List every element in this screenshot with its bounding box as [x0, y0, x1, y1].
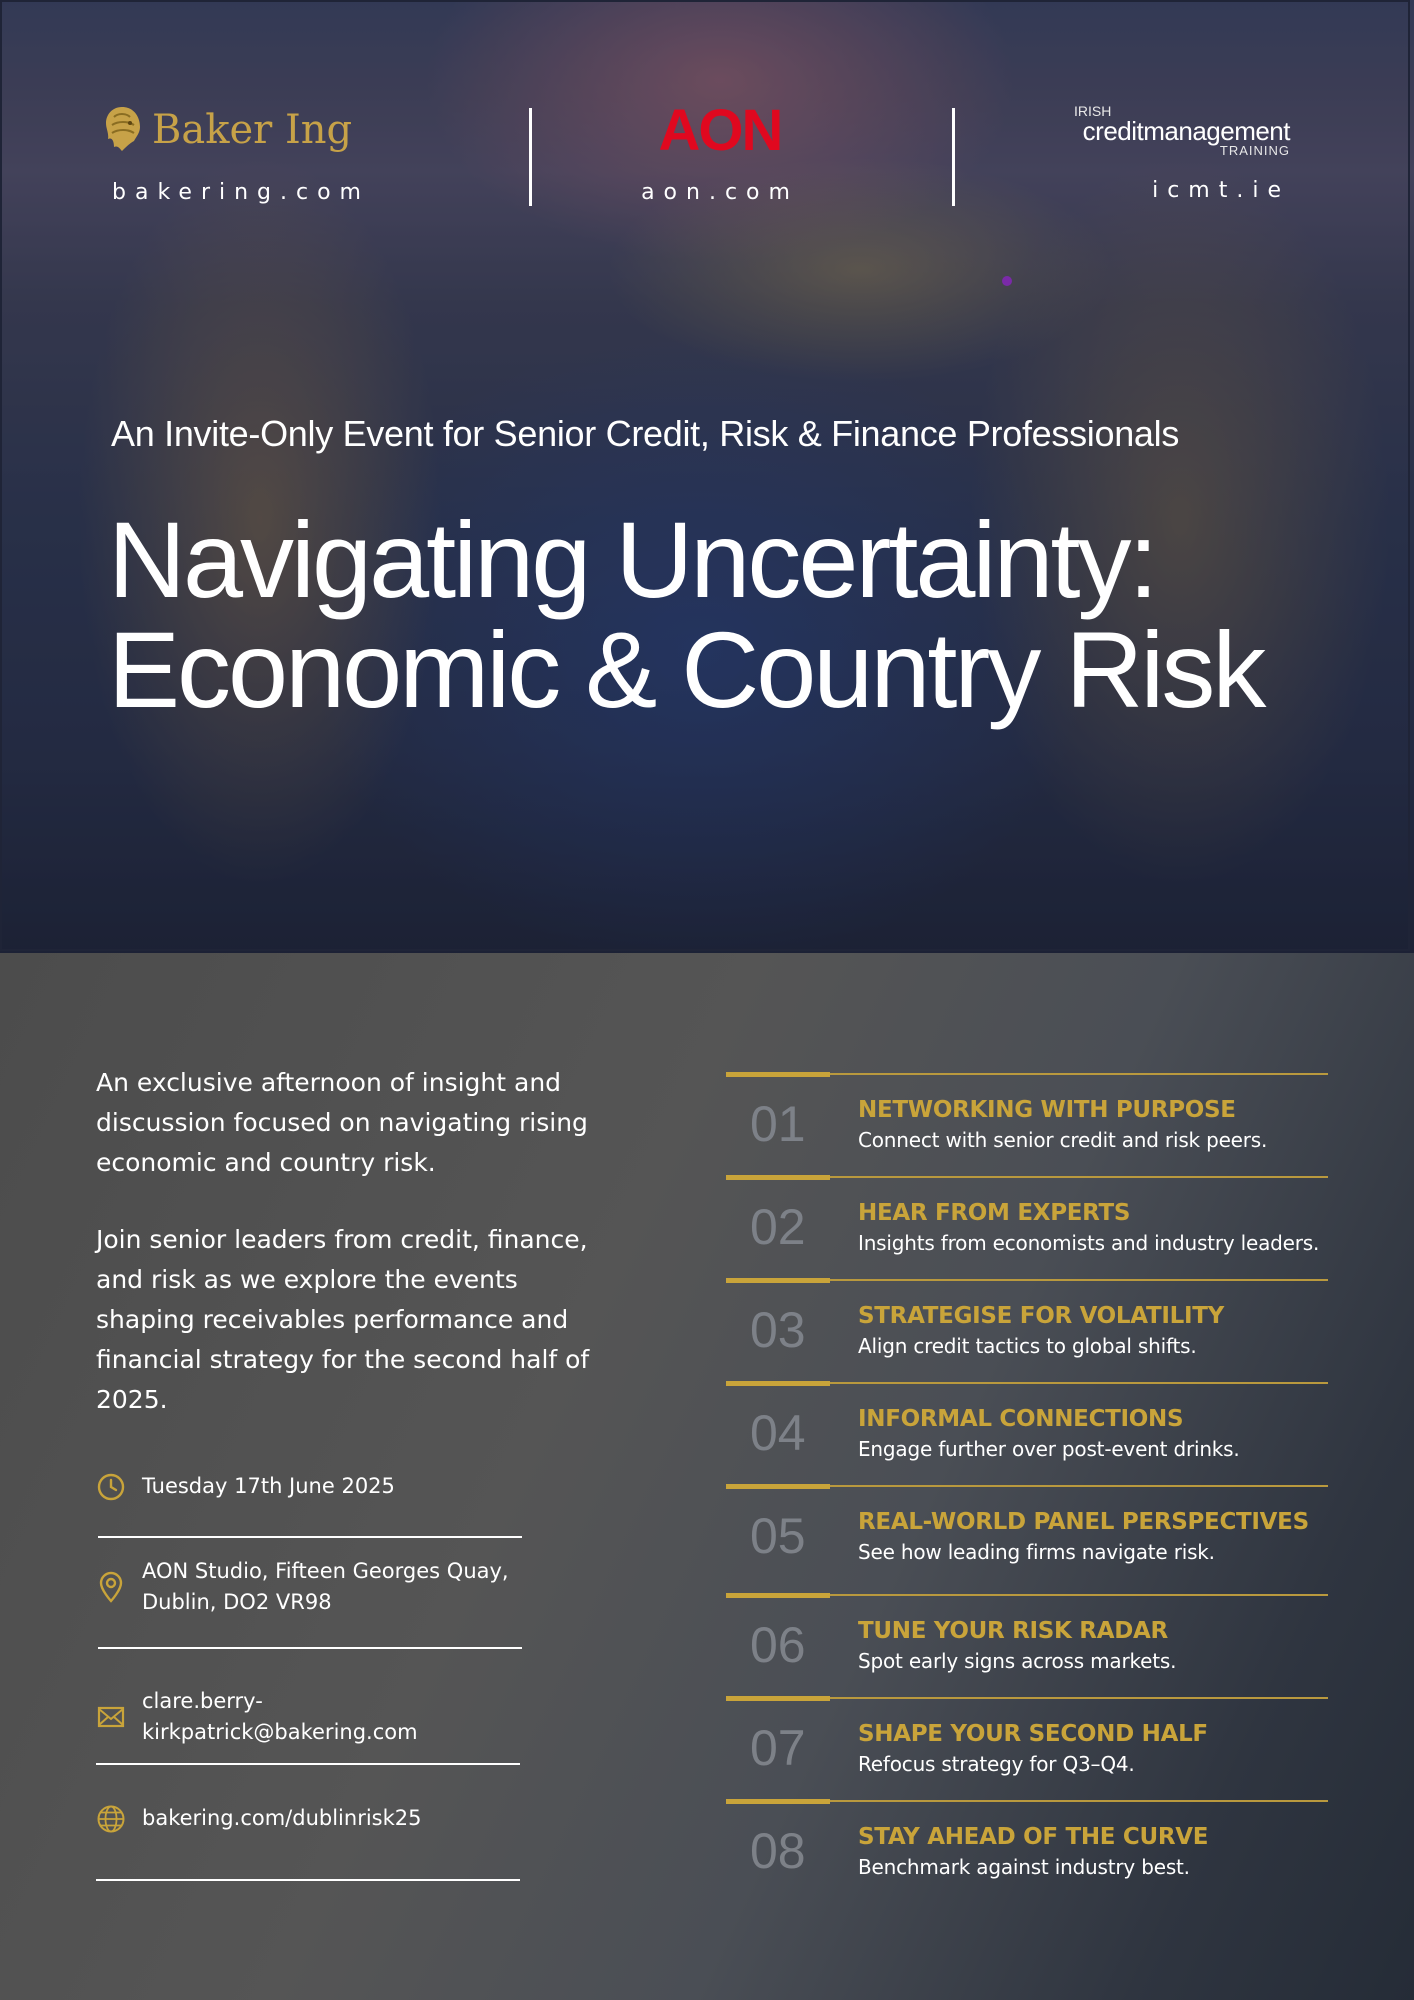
- item-number: 03: [750, 1302, 806, 1358]
- clock-icon: [96, 1472, 126, 1502]
- baker-ing-wordmark: Baker Ing: [152, 107, 353, 153]
- icmt-wordmark: [1060, 118, 1290, 144]
- item-number: 01: [750, 1096, 806, 1152]
- item-description: Spot early signs across markets.: [858, 1649, 1177, 1673]
- item-number: 02: [750, 1199, 806, 1255]
- item-heading: REAL-WORLD PANEL PERSPECTIVES: [858, 1509, 1309, 1535]
- lion-icon: [100, 103, 146, 157]
- highlights-list: [726, 1073, 1328, 1903]
- item-rule-accent: [726, 1696, 830, 1701]
- item-heading: STRATEGISE FOR VOLATILITY: [858, 1303, 1225, 1329]
- event-subtitle: An Invite-Only Event for Senior Credit, Risk & Finance Professionals: [111, 413, 1180, 454]
- list-item: [726, 1279, 1328, 1382]
- item-rule-accent: [726, 1799, 830, 1804]
- event-title-line2: Economic & Country Risk: [108, 609, 1264, 730]
- logo-divider: [529, 108, 532, 206]
- icmt-irish-label: IRISH: [1074, 103, 1112, 119]
- aon-wordmark: AON: [658, 98, 782, 163]
- details-section: [0, 953, 1414, 2000]
- logo-divider: [952, 108, 955, 206]
- event-date: Tuesday 17th June 2025: [142, 1474, 395, 1498]
- website-link[interactable]: bakering.com/dublinrisk25: [142, 1806, 422, 1830]
- contact-divider: [96, 1879, 520, 1881]
- aon-logo[interactable]: [580, 100, 860, 205]
- item-heading: INFORMAL CONNECTIONS: [858, 1406, 1184, 1432]
- item-description: Benchmark against industry best.: [858, 1855, 1190, 1879]
- email-link[interactable]: clare.berry-kirkpatrick@bakering.com: [142, 1689, 418, 1744]
- icmt-url[interactable]: icmt.ie: [1152, 178, 1290, 203]
- address-line-1: AON Studio, Fifteen Georges Quay,: [142, 1559, 509, 1583]
- item-number: 07: [750, 1720, 806, 1776]
- item-heading: TUNE YOUR RISK RADAR: [858, 1618, 1168, 1644]
- list-item: [726, 1800, 1328, 1903]
- event-title-line1: Navigating Uncertainty:: [108, 499, 1156, 620]
- aon-url[interactable]: aon.com: [641, 180, 799, 205]
- baker-ing-url[interactable]: bakering.com: [112, 180, 370, 205]
- contact-date: [96, 1471, 522, 1502]
- event-title: [108, 499, 1264, 730]
- item-description: Insights from economists and industry leaders.: [858, 1231, 1320, 1255]
- item-heading: HEAR FROM EXPERTS: [858, 1200, 1131, 1226]
- item-rule-accent: [726, 1175, 830, 1180]
- list-item: [726, 1176, 1328, 1279]
- contact-address: [96, 1556, 522, 1618]
- location-pin-icon: [96, 1572, 126, 1602]
- item-description: Engage further over post-event drinks.: [858, 1437, 1240, 1461]
- icmt-credit-text: credit: [1082, 116, 1144, 146]
- contact-divider: [98, 1647, 522, 1649]
- event-address: [142, 1556, 509, 1618]
- item-description: See how leading firms navigate risk.: [858, 1540, 1215, 1564]
- item-rule-accent: [726, 1484, 830, 1489]
- item-rule-accent: [726, 1381, 830, 1386]
- list-item: [726, 1485, 1328, 1594]
- intro-paragraph-2: Join senior leaders from credit, finance, and risk as we explore the events shaping receivables performance and financial strategy for the second half of 2025.: [96, 1225, 590, 1414]
- item-heading: SHAPE YOUR SECOND HALF: [858, 1721, 1208, 1747]
- hero-section: [0, 0, 1414, 953]
- contact-website[interactable]: [96, 1803, 522, 1834]
- item-heading: STAY AHEAD OF THE CURVE: [858, 1824, 1209, 1850]
- list-item: [726, 1594, 1328, 1697]
- item-number: 06: [750, 1617, 806, 1673]
- item-heading: NETWORKING WITH PURPOSE: [858, 1097, 1236, 1123]
- item-number: 04: [750, 1405, 806, 1461]
- contact-email[interactable]: [96, 1686, 522, 1748]
- list-item: [726, 1382, 1328, 1485]
- envelope-icon: [96, 1702, 126, 1732]
- address-line-2: Dublin, DO2 VR98: [142, 1590, 332, 1614]
- contact-divider: [96, 1763, 520, 1765]
- item-number: 05: [750, 1508, 806, 1564]
- icmt-logo[interactable]: [1060, 104, 1290, 203]
- item-description: Connect with senior credit and risk peers.: [858, 1128, 1268, 1152]
- list-item: [726, 1073, 1328, 1176]
- item-description: Align credit tactics to global shifts.: [858, 1334, 1197, 1358]
- icmt-training-label: TRAINING: [1219, 143, 1290, 158]
- decorative-dot: [1002, 276, 1012, 286]
- globe-icon: [96, 1804, 126, 1834]
- item-rule-accent: [726, 1593, 830, 1598]
- contact-divider: [98, 1536, 522, 1538]
- item-description: Refocus strategy for Q3–Q4.: [858, 1752, 1135, 1776]
- list-item: [726, 1697, 1328, 1800]
- item-number: 08: [750, 1823, 806, 1879]
- item-rule-accent: [726, 1072, 830, 1077]
- item-rule-accent: [726, 1278, 830, 1283]
- intro-paragraph-1: An exclusive afternoon of insight and discussion focused on navigating rising economic and country risk.: [96, 1068, 588, 1177]
- icmt-management-text: management: [1143, 116, 1290, 146]
- baker-ing-logo[interactable]: [100, 100, 400, 205]
